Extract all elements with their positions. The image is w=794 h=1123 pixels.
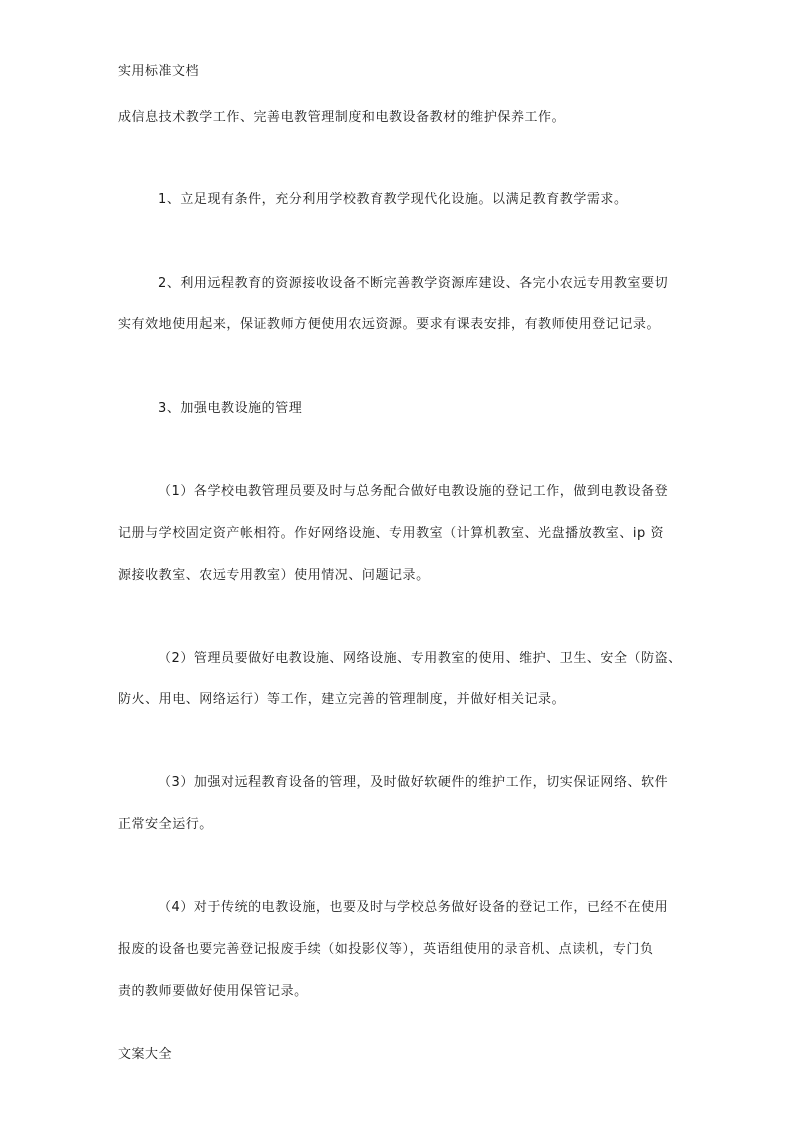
body-line: 正常安全运行。 [118,817,213,832]
body-line: 实有效地使用起来，保证教师方便使用农远资源。要求有课表安排，有教师使用登记记录。 [118,317,661,332]
item-2-paragraph: 2、利用远程教育的资源接收设备不断完善教学资源库建设、各完小农远专用教室要切 [158,276,669,291]
body-line: 报废的设备也要完善登记报废手续（如投影仪等），英语组使用的录音机、点读机，专门负 [118,942,654,957]
sub-item-1-paragraph: （1）各学校电教管理员要及时与总务配合做好电教设施的登记工作，做到电教设备登 [158,484,669,499]
item-1-paragraph: 1、立足现有条件，充分利用学校教育教学现代化设施。以满足教育教学需求。 [158,192,628,207]
body-line: 成信息技术教学工作、完善电教管理制度和电教设备教材的维护保养工作。 [118,110,566,125]
item-3-heading: 3、加强电教设施的管理 [158,401,303,416]
body-line: 记册与学校固定资产帐相符。作好网络设施、专用教室（计算机教室、光盘播放教室、ip 资 [118,526,665,541]
page-header: 实用标准文档 [118,64,200,79]
body-line: 责的教师要做好使用保管记录。 [118,984,308,999]
body-line: 防火、用电、网络运行）等工作，建立完善的管理制度，并做好相关记录。 [118,692,566,707]
body-line: 源接收教室、农远专用教室）使用情况、问题记录。 [118,568,430,583]
sub-item-2-paragraph: （2）管理员要做好电教设施、网络设施、专用教室的使用、维护、卫生、安全（防盗、 [158,651,682,666]
sub-item-3-paragraph: （3）加强对远程教育设备的管理，及时做好软硬件的维护工作，切实保证网络、软件 [158,775,669,790]
page-footer: 文案大全 [118,1047,173,1062]
sub-item-4-paragraph: （4）对于传统的电教设施，也要及时与学校总务做好设备的登记工作，已经不在使用 [158,900,669,915]
